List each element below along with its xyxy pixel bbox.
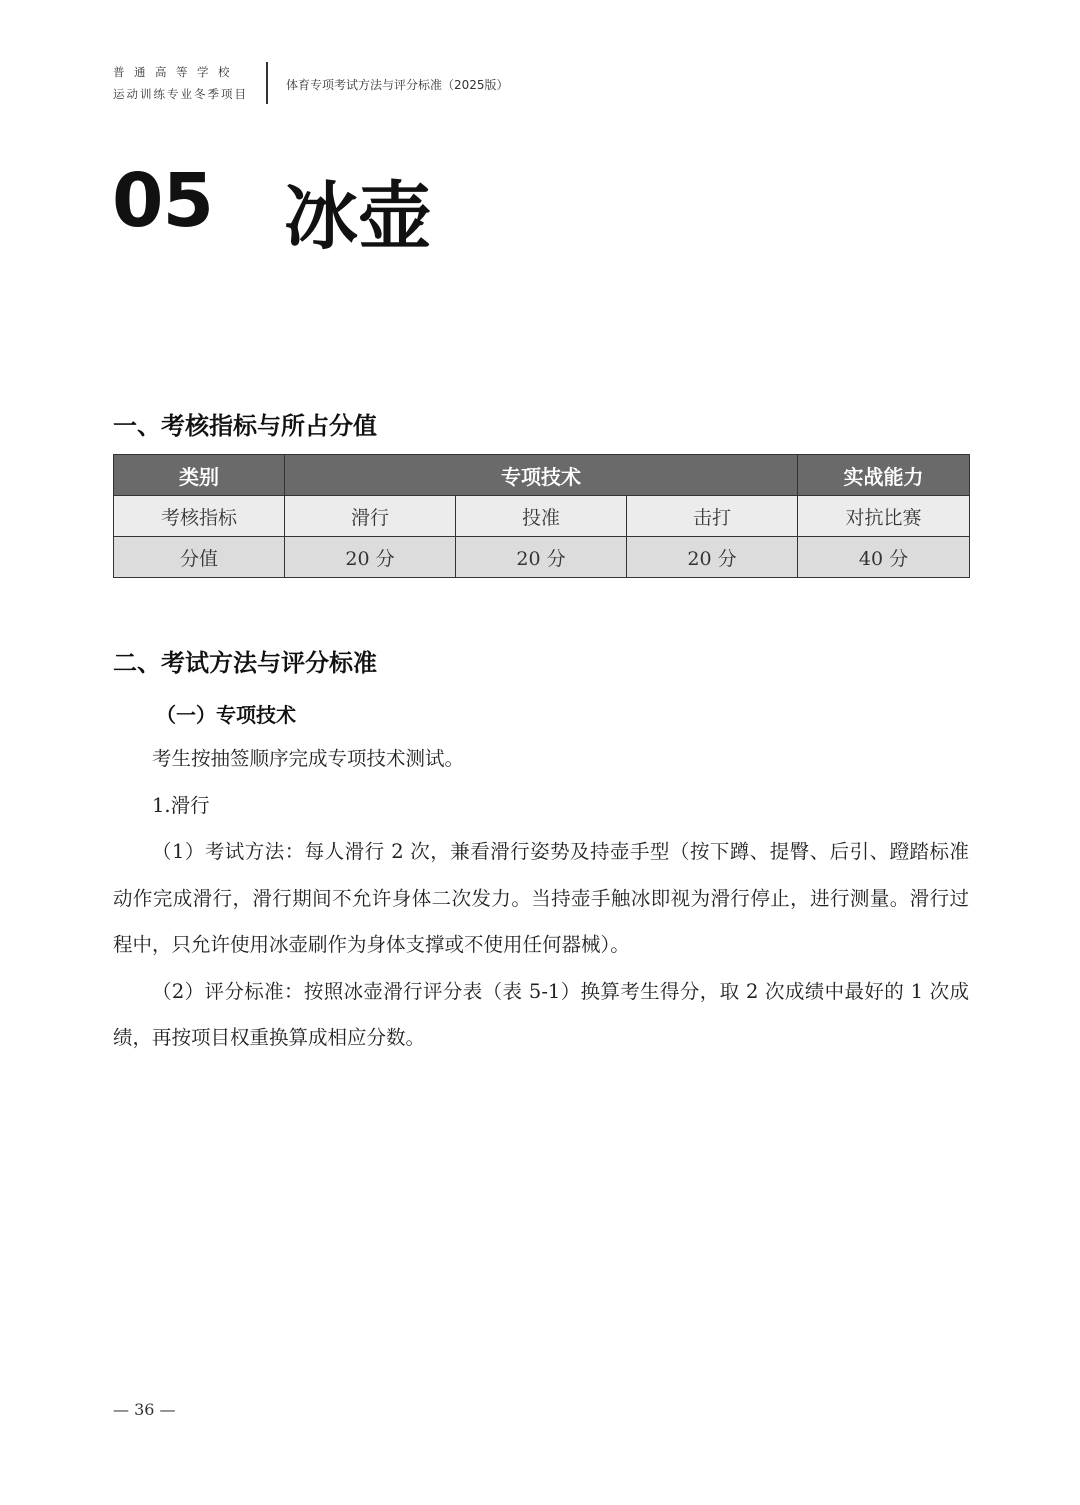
table-cell: 20 分 bbox=[285, 537, 456, 578]
paragraph-method: （1）考试方法：每人滑行 2 次，兼看滑行姿势及持壶手型（按下蹲、提臀、后引、蹬踏标准动作完成滑行，滑行期间不允许身体二次发力。当持壶手触冰即视为滑行停止，进行测量。滑行过程中，只允许使用冰壶刷作为身体支撑或不使用任何器械）。 bbox=[113, 840, 969, 956]
header-divider bbox=[266, 62, 268, 104]
table-header-row bbox=[114, 455, 970, 496]
table-cell: 投准 bbox=[456, 496, 627, 537]
table-row bbox=[114, 496, 970, 537]
subsection-heading: （一）专项技术 bbox=[156, 703, 296, 727]
body-text bbox=[113, 736, 969, 1062]
section-heading-1: 一、考核指标与所占分值 bbox=[113, 412, 377, 440]
table-cell: 击打 bbox=[627, 496, 798, 537]
paragraph-intro: 考生按抽签顺序完成专项技术测试。 bbox=[152, 747, 465, 770]
table-cell: 40 分 bbox=[798, 537, 970, 578]
chapter-number: 05 bbox=[112, 158, 213, 244]
table-cell: 对抗比赛 bbox=[798, 496, 970, 537]
header-book-title: 体育专项考试方法与评分标准（2025版） bbox=[286, 78, 509, 92]
table-header-cell: 类别 bbox=[114, 455, 285, 496]
table-header-cell: 实战能力 bbox=[798, 455, 970, 496]
section-heading-2: 二、考试方法与评分标准 bbox=[113, 649, 377, 677]
table-cell: 20 分 bbox=[456, 537, 627, 578]
score-table bbox=[113, 454, 970, 578]
paragraph-scoring: （2）评分标准：按照冰壶滑行评分表（表 5-1）换算考生得分，取 2 次成绩中最好的 1 次成绩，再按项目权重换算成相应分数。 bbox=[113, 979, 969, 1049]
table-cell: 分值 bbox=[114, 537, 285, 578]
table-row bbox=[114, 537, 970, 578]
page-number: — 36 — bbox=[113, 1400, 176, 1419]
header-series-line1: 普通高等学校 bbox=[113, 65, 239, 79]
table-cell: 滑行 bbox=[285, 496, 456, 537]
item-heading: 1.滑行 bbox=[152, 793, 210, 817]
table-cell: 20 分 bbox=[627, 537, 798, 578]
chapter-title: 冰壶 bbox=[284, 174, 432, 260]
header-series-line2: 运动训练专业冬季项目 bbox=[113, 87, 248, 101]
header-series bbox=[113, 64, 258, 102]
table-header-cell: 专项技术 bbox=[285, 455, 798, 496]
table-cell: 考核指标 bbox=[114, 496, 285, 537]
